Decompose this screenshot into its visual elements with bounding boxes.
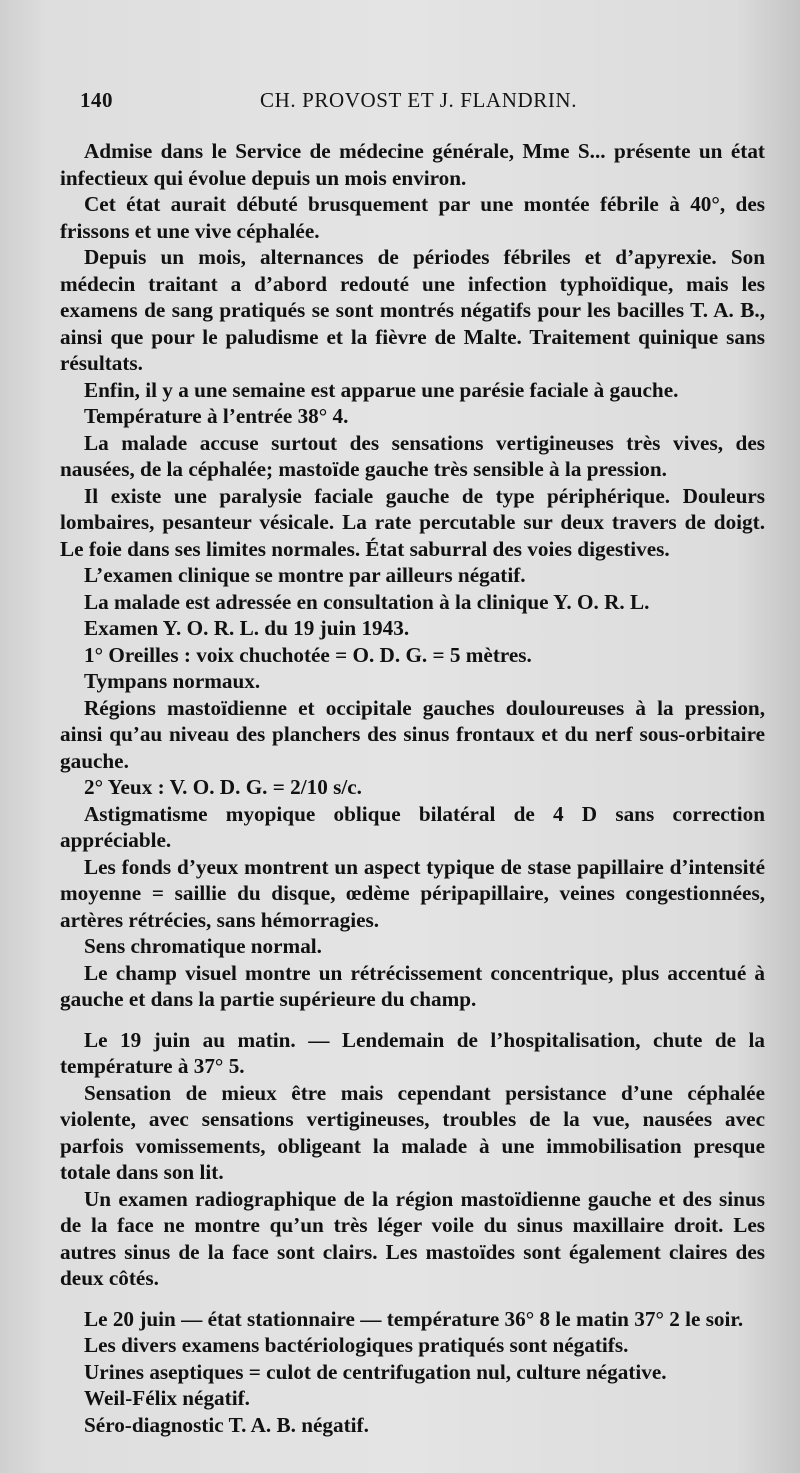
running-title: CH. PROVOST ET J. FLANDRIN.: [260, 88, 578, 112]
paragraph: La malade est adressée en consultation à la clinique Y. O. R. L.: [84, 589, 650, 614]
paragraph: Weil-Félix négatif.: [84, 1386, 250, 1410]
paragraph: Les divers examens bactériologiques pratiqués sont négatifs.: [84, 1333, 629, 1357]
paragraph: Il existe une paralysie faciale gauche de type périphérique. Douleurs lombaires, pesanteur vésicale. La rate percutable sur deux travers de doigt. Le foie dans ses limites normales. État saburral des voies digestives.: [60, 483, 765, 561]
paragraph: Urines aseptiques = culot de centrifugation nul, culture négative.: [84, 1359, 667, 1384]
paragraph: L’examen clinique se montre par ailleurs négatif.: [84, 563, 526, 587]
paragraph: La malade accuse surtout des sensations vertigineuses très vives, des nausées, de la céphalée; mastoïde gauche très sensible à la pression.: [60, 430, 765, 481]
paragraph: Examen Y. O. R. L. du 19 juin 1943.: [84, 616, 410, 640]
paragraph: Le champ visuel montre un rétrécissement concentrique, plus accentué à gauche et dans la partie supérieure du champ.: [60, 960, 765, 1011]
running-head: [80, 88, 760, 118]
paragraph: Température à l’entrée 38° 4.: [84, 404, 349, 428]
paragraph: Le 19 juin au matin. — Lendemain de l’hospitalisation, chute de la température à 37° 5.: [60, 1027, 765, 1078]
paragraph: Séro-diagnostic T. A. B. négatif.: [84, 1412, 369, 1437]
paragraph: Cet état aurait débuté brusquement par une montée fébrile à 40°, des frissons et une vive céphalée.: [60, 192, 765, 243]
paragraph: Sens chromatique normal.: [84, 934, 322, 958]
paragraph: Sensation de mieux être mais cependant persistance d’une céphalée violente, avec sensations vertigineuses, troubles de la vue, nausées avec parfois vomissements, obligeant la malade à une immobilisation presque totale dans son lit.: [60, 1080, 765, 1184]
paragraph: 2° Yeux : V. O. D. G. = 2/10 s/c.: [84, 775, 362, 799]
paragraph: Enfin, il y a une semaine est apparue une parésie faciale à gauche.: [84, 377, 679, 402]
paragraph: Depuis un mois, alternances de périodes fébriles et d’apyrexie. Son médecin traitant a d’abord redouté une infection typhoïdique, mais les examens de sang pratiqués se sont montrés négatifs pour les bacilles T. A. B., ainsi que pour le paludisme et la fièvre de Malte. Traitement quinique sans résultats.: [60, 245, 765, 375]
paragraph: 1° Oreilles : voix chuchotée = O. D. G. = 5 mètres.: [84, 642, 532, 667]
paragraph: Admise dans le Service de médecine générale, Mme S... présente un état infectieux qui évolue depuis un mois environ.: [60, 139, 765, 190]
body-text: [60, 138, 765, 1438]
paragraph: Régions mastoïdienne et occipitale gauches douloureuses à la pression, ainsi qu’au niveau des planchers des sinus frontaux et du nerf sous-orbitaire gauche.: [60, 695, 765, 773]
page-number: 140: [80, 88, 113, 112]
paragraph: Les fonds d’yeux montrent un aspect typique de stase papillaire d’intensité moyenne = saillie du disque, œdème péripapillaire, veines congestionnées, artères rétrécies, sans hémorragies.: [60, 854, 765, 932]
paragraph: Le 20 juin — état stationnaire — température 36° 8 le matin 37° 2 le soir.: [84, 1306, 744, 1331]
paragraph: Un examen radiographique de la région mastoïdienne gauche et des sinus de la face ne montre qu’un très léger voile du sinus maxillaire droit. Les autres sinus de la face sont clairs. Les mastoïdes sont également claires des deux côtés.: [60, 1186, 765, 1290]
paragraph: Tympans normaux.: [84, 669, 261, 693]
paragraph: Astigmatisme myopique oblique bilatéral de 4 D sans correction appréciable.: [60, 801, 765, 852]
